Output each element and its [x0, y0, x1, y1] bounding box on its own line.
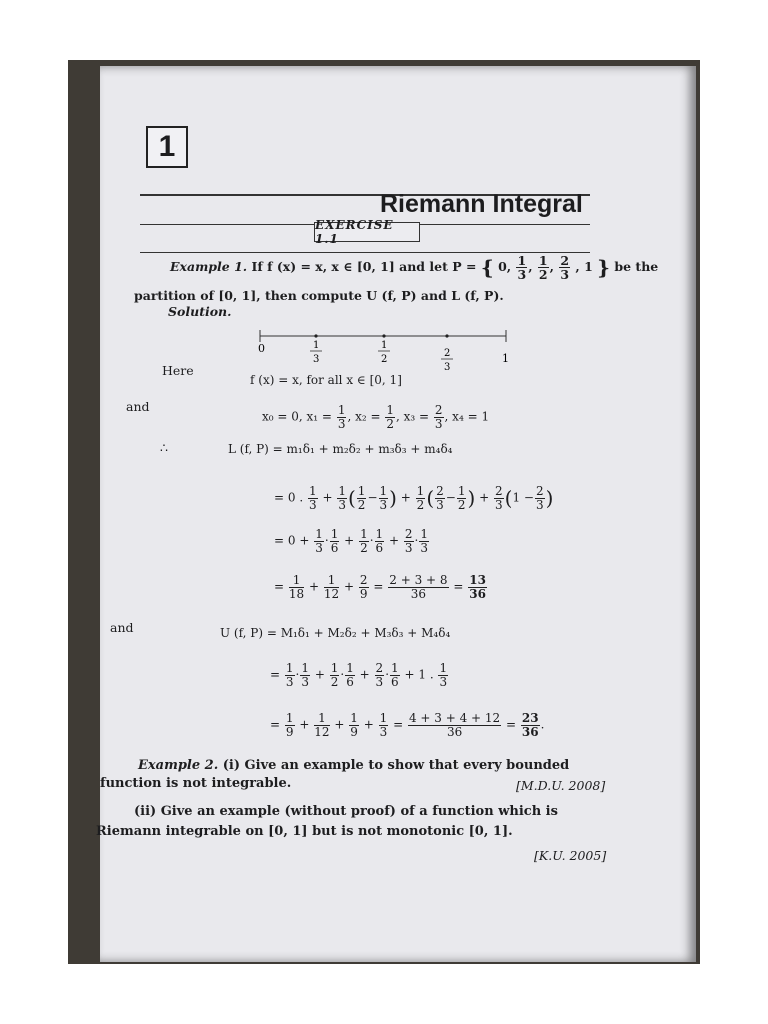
- tick-2-3: [445, 334, 448, 337]
- chapter-number-box: 1: [146, 126, 188, 168]
- number-line: [250, 326, 520, 376]
- example1-stmt-a: If f (x) = x, x ∈ [0, 1] and let P =: [251, 259, 477, 275]
- label-1-2-den: 2: [381, 354, 388, 365]
- fx-definition: f (x) = x, for all x ∈ [0, 1]: [250, 373, 402, 387]
- label-1-3-num: 1: [313, 340, 320, 351]
- chapter-title: Riemann Integral: [380, 190, 583, 218]
- example2-part-i: Example 2. (i) Give an example to show that every bounded: [138, 758, 570, 773]
- example2-part-i-cont: function is not integrable.: [100, 776, 292, 791]
- set-zero: 0,: [498, 259, 512, 275]
- set-frac-1-3: $\frac{1}{3}$: [517, 253, 527, 283]
- set-frac-2-3: $\frac{2}{3}$: [560, 253, 570, 283]
- set-one: , 1: [575, 259, 593, 275]
- label-1: 1: [502, 352, 509, 365]
- here-word: Here: [162, 363, 194, 378]
- and-word-2: and: [110, 620, 134, 635]
- label-0: 0: [258, 342, 265, 355]
- lower-sum-definition: L (f, P) = m₁δ₁ + m₂δ₂ + m₃δ₃ + m₄δ₄: [228, 442, 453, 456]
- example2-ref-ku: [K.U. 2005]: [534, 848, 607, 863]
- example2-ref-mdu: [M.D.U. 2008]: [516, 778, 606, 793]
- example2-part-ii: (ii) Give an example (without proof) of a function which is: [134, 804, 558, 819]
- example1-statement: Example 1. If f (x) = x, x ∈ [0, 1] and let P = { 0, $\frac{1}{3}$ , $\frac{1}{2}$ , $\frac{2}{3}$ , 1 } be the: [170, 253, 659, 283]
- upper-sum-step-1: = $\frac{1}{3}$ · $\frac{1}{3}$ + $\frac{1}{2}$ · $\frac{1}{6}$ + $\frac{2}{3}$ · $\frac{1}{6}$ + 1 . $\frac{1}{3}$: [270, 661, 448, 689]
- tick-1-2: [382, 334, 385, 337]
- lower-sum-step-2: = 0 + $\frac{1}{3}$ · $\frac{1}{6}$ + $\frac{1}{2}$ · $\frac{1}{6}$ + $\frac{2}{3}$ · $\frac{1}{3}$: [274, 527, 428, 555]
- upper-sum-definition: U (f, P) = M₁δ₁ + M₂δ₂ + M₃δ₃ + M₄δ₄: [220, 626, 451, 640]
- label-2-3-den: 3: [444, 362, 451, 373]
- label-2-3-num: 2: [444, 348, 451, 359]
- therefore-symbol: ∴: [160, 440, 168, 455]
- lower-sum-result: = $\frac{1}{18}$ + $\frac{1}{12}$ + $\frac{2}{9}$ = $\frac{2 + 3 + 8}{36}$ = $\frac{13}{36}$: [274, 573, 486, 601]
- set-open: {: [480, 255, 494, 280]
- and-word-1: and: [126, 399, 150, 414]
- label-1-3-den: 3: [313, 354, 320, 365]
- upper-sum-result: = $\frac{1}{9}$ + $\frac{1}{12}$ + $\frac{1}{9}$ + $\frac{1}{3}$ = $\frac{4 + 3 + 4 + 12}{36}$ = $\frac{23}{36}$ .: [270, 711, 545, 739]
- tick-1-3: [314, 334, 317, 337]
- partition-points: x₀ = 0, x₁ = $\frac{1}{3}$ , x₂ = $\frac{1}{2}$ , x₃ = $\frac{2}{3}$ , x₄ = 1: [262, 403, 490, 431]
- example2-part-ii-cont: Riemann integrable on [0, 1] but is not monotonic [0, 1].: [96, 824, 513, 839]
- example1-label: Example 1.: [170, 259, 248, 275]
- set-frac-1-2: $\frac{1}{2}$: [538, 253, 548, 283]
- lower-sum-step-1: = 0 . $\frac{1}{3}$ + $\frac{1}{3}$ ( $\frac{1}{2}$ − $\frac{1}{3}$ ) + $\frac{1}{2}$ ( $\frac{2}{3}$ − $\frac{1}{2}$ ) + $\frac{2}{3}$ (1 − $\frac{2}{3}$ ): [274, 484, 554, 512]
- label-1-2-num: 1: [381, 340, 388, 351]
- example1-stmt-b: be the: [614, 259, 659, 275]
- exercise-label: EXERCISE 1.1: [314, 222, 420, 242]
- solution-label: Solution.: [168, 304, 232, 319]
- example2-label: Example 2.: [138, 758, 219, 773]
- set-close: }: [597, 255, 611, 280]
- example1-stmt-c: partition of [0, 1], then compute U (f, P) and L (f, P).: [134, 288, 504, 303]
